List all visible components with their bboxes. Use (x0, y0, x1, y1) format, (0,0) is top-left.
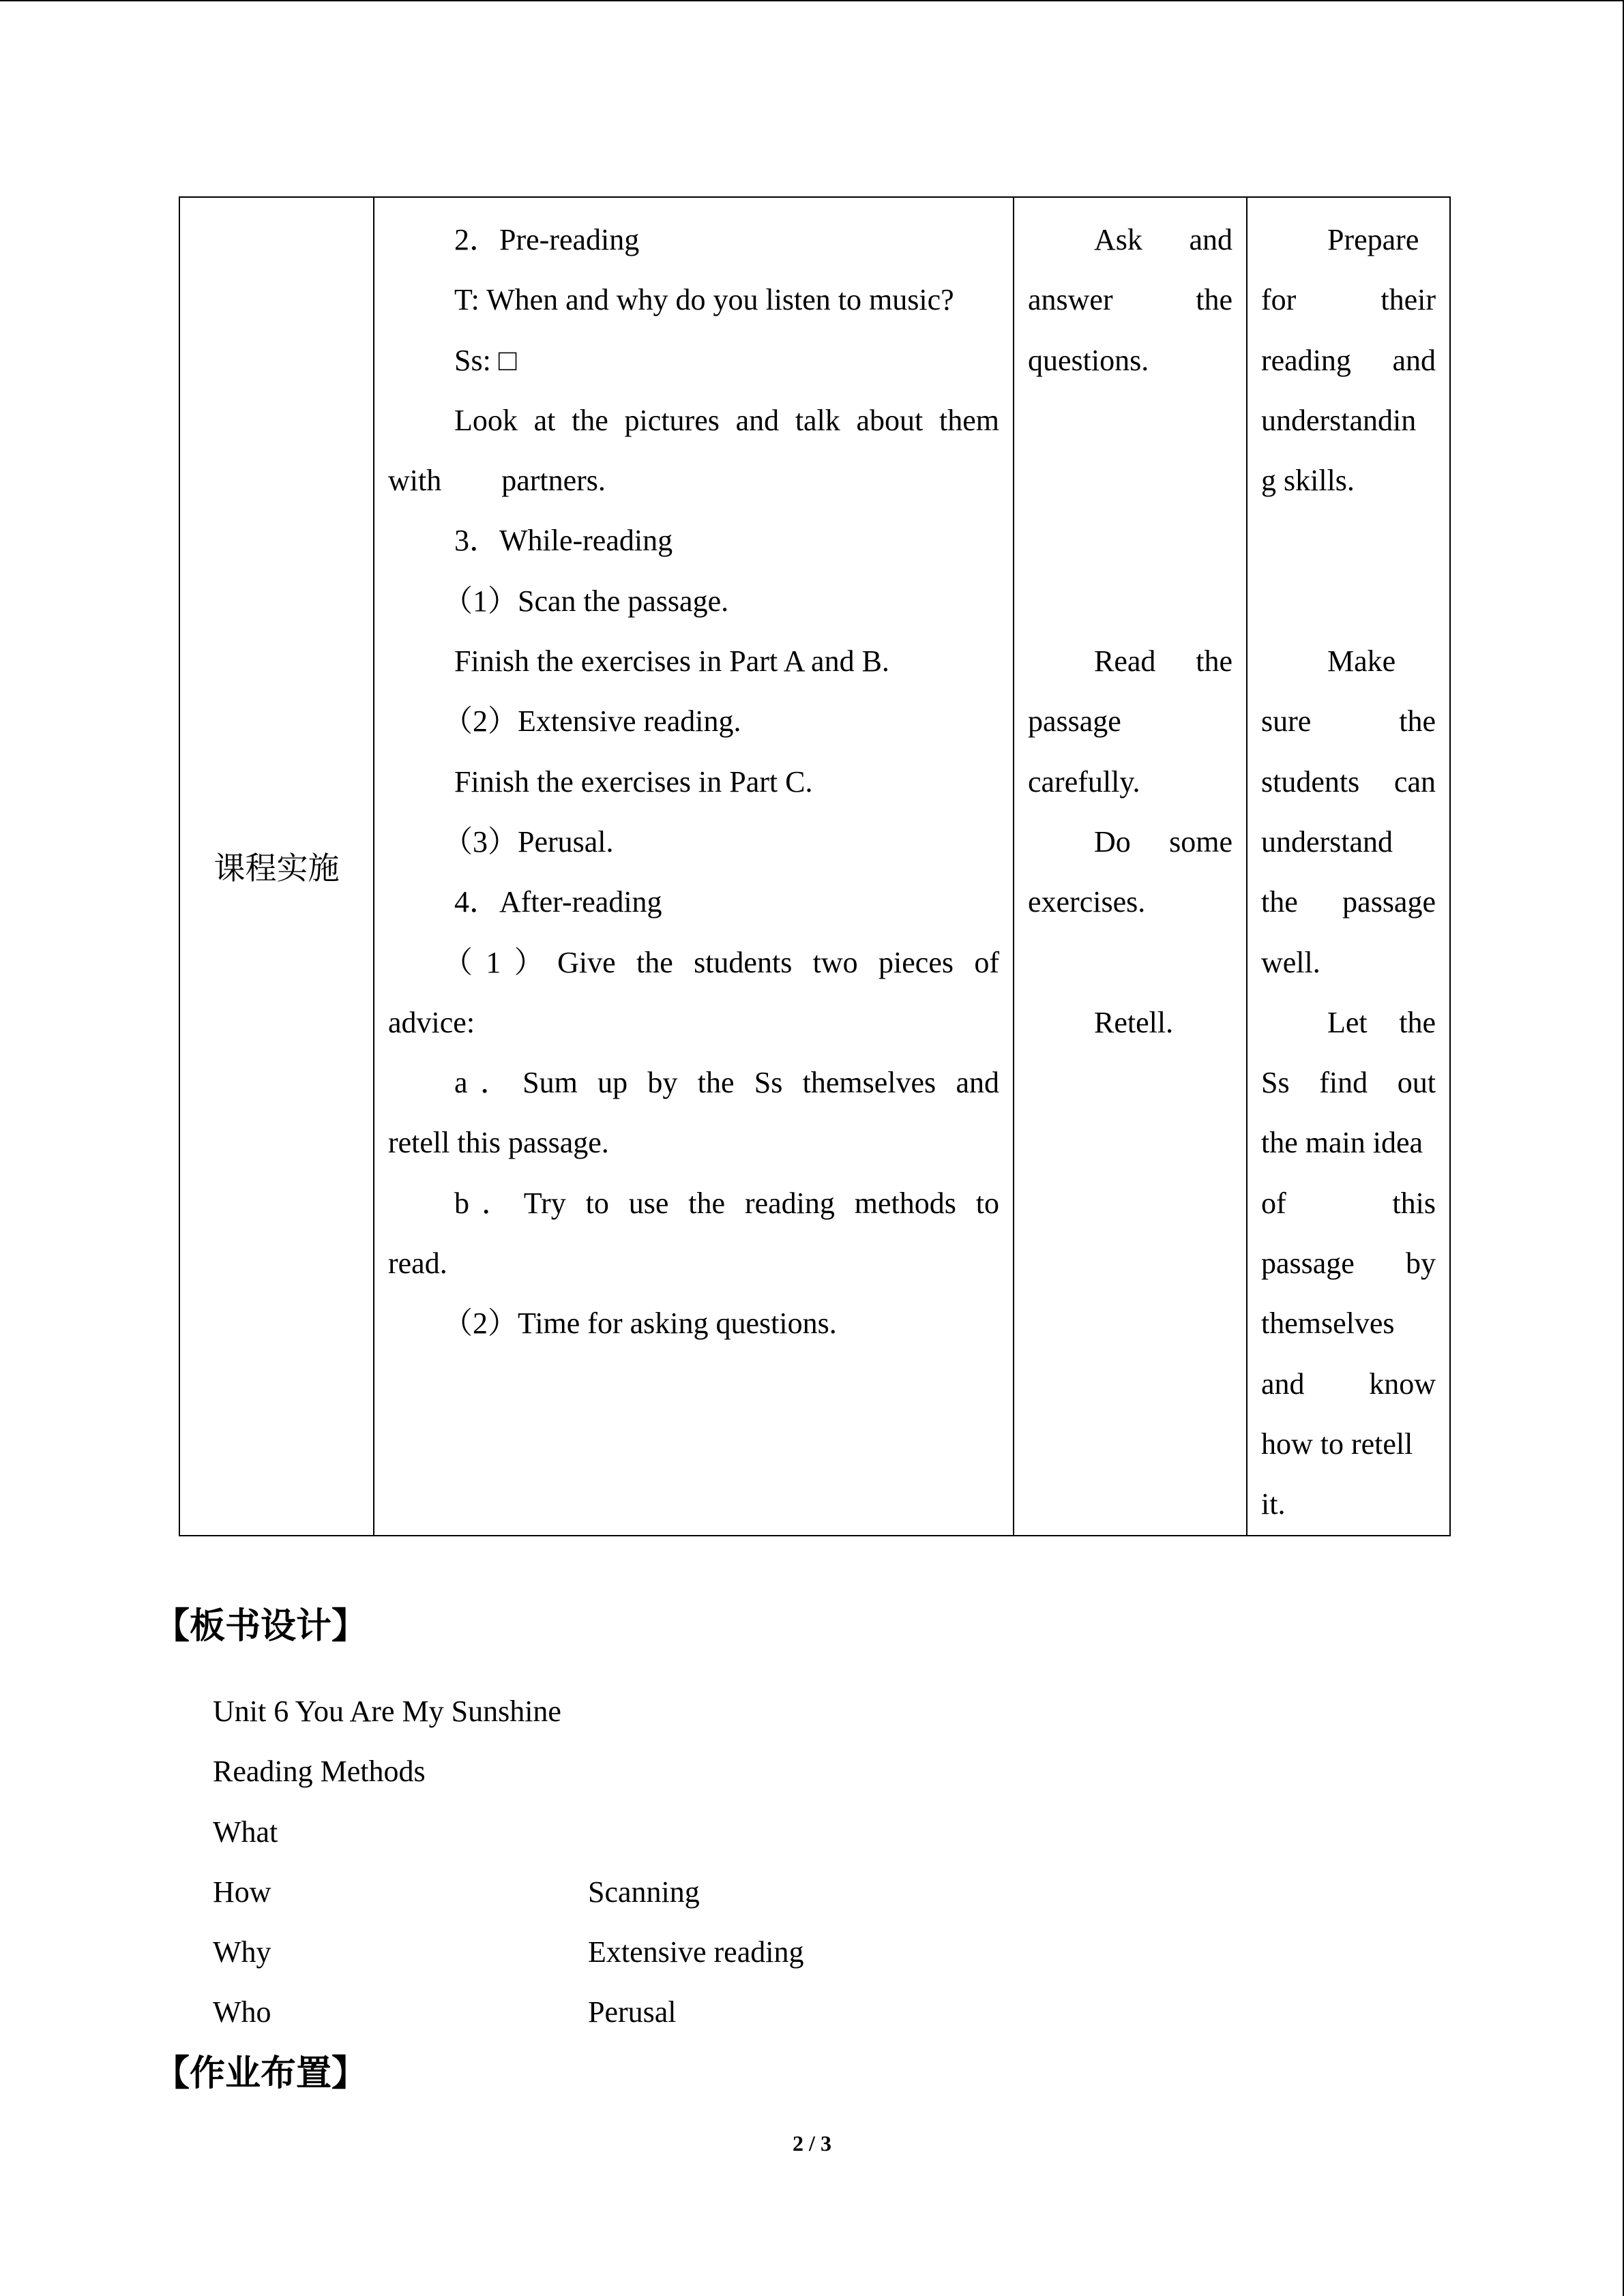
purpose-line: well. (1261, 945, 1320, 979)
activity-line: Finish the exercises in Part A and B. (454, 644, 889, 679)
activity-line: T: When and why do you listen to music? (454, 283, 954, 317)
purpose-line: students can (1261, 764, 1436, 799)
purpose-line: the main idea (1261, 1126, 1423, 1160)
purpose-line: of this (1261, 1186, 1436, 1220)
student-activity-cell (1014, 197, 1247, 1536)
purpose-line: the passage (1261, 885, 1436, 919)
activity-line: （1）Scan the passage. (443, 584, 729, 618)
board-design (213, 1682, 804, 2043)
purpose-line: sure the (1261, 704, 1436, 739)
purpose-line: passage by (1261, 1247, 1436, 1281)
purpose-cell (1247, 197, 1450, 1536)
student-line: answer the (1028, 283, 1232, 317)
purpose-line: Make (1327, 644, 1396, 679)
student-line: passage (1028, 704, 1121, 739)
activity-line: 3．While-reading (454, 524, 673, 558)
board-right-item: Extensive reading (588, 1935, 804, 1969)
student-line: Do some (1094, 824, 1232, 859)
purpose-line: reading and (1261, 343, 1436, 377)
purpose-line: themselves (1261, 1307, 1395, 1341)
purpose-line: Let the (1327, 1005, 1436, 1039)
activity-line: 4．After-reading (454, 885, 662, 919)
student-line: exercises. (1028, 885, 1146, 919)
activity-line: b．Try to use the reading methods to (454, 1186, 999, 1220)
activity-line: a．Sum up by the Ss themselves and (454, 1066, 999, 1100)
student-line: carefully. (1028, 764, 1140, 799)
page-number: 2 / 3 (793, 2131, 831, 2156)
activity-line: Ss: □ (454, 343, 517, 377)
section-label-cell (179, 197, 374, 1536)
student-line: Read the (1094, 644, 1232, 679)
activity-line: （2）Time for asking questions. (443, 1307, 837, 1341)
purpose-line: understandin (1261, 403, 1417, 437)
activity-line: read. (388, 1247, 447, 1281)
board-right-item: Scanning (588, 1875, 700, 1909)
purpose-line: Prepare (1327, 223, 1419, 256)
board-left-item: How (213, 1875, 271, 1909)
purpose-line: how to retell (1261, 1427, 1413, 1461)
activity-line: advice: (388, 1005, 475, 1039)
activity-line: 2．Pre-reading (454, 223, 640, 256)
activity-line: Look at the pictures and talk about them (454, 403, 999, 437)
page-top-border (0, 0, 1623, 1)
section-label: 课程实施 (213, 851, 340, 886)
board-left-item: What (213, 1815, 278, 1849)
purpose-line: understand (1261, 824, 1393, 859)
purpose-line: it. (1261, 1487, 1286, 1521)
board-left-item: Why (213, 1935, 271, 1969)
activities-cell (374, 197, 1014, 1536)
lesson-plan-table (179, 196, 1451, 1536)
activity-line: Finish the exercises in Part C. (454, 764, 813, 799)
purpose-line: and know (1261, 1367, 1436, 1401)
purpose-line: for their (1261, 283, 1436, 317)
student-line: questions. (1028, 343, 1149, 377)
board-title: Unit 6 You Are My Sunshine (213, 1695, 561, 1728)
student-line: Ask and (1094, 223, 1232, 256)
board-design-heading: 【板书设计】 (154, 1606, 368, 1647)
board-left-item: Who (213, 1995, 271, 2029)
board-subtitle: Reading Methods (213, 1755, 426, 1789)
activity-line: retell this passage. (388, 1126, 609, 1160)
table-row (179, 197, 1450, 1536)
homework-heading: 【作业布置】 (154, 2053, 368, 2094)
activity-line: （3）Perusal. (443, 824, 614, 859)
purpose-line: g skills. (1261, 464, 1355, 498)
activity-line: （1）Give the students two pieces of (443, 945, 999, 979)
purpose-line: Ss find out (1261, 1066, 1436, 1100)
board-right-item: Perusal (588, 1995, 677, 2029)
student-line: Retell. (1094, 1005, 1174, 1039)
activity-line: with partners. (388, 464, 606, 498)
activity-line: （2）Extensive reading. (443, 704, 741, 739)
